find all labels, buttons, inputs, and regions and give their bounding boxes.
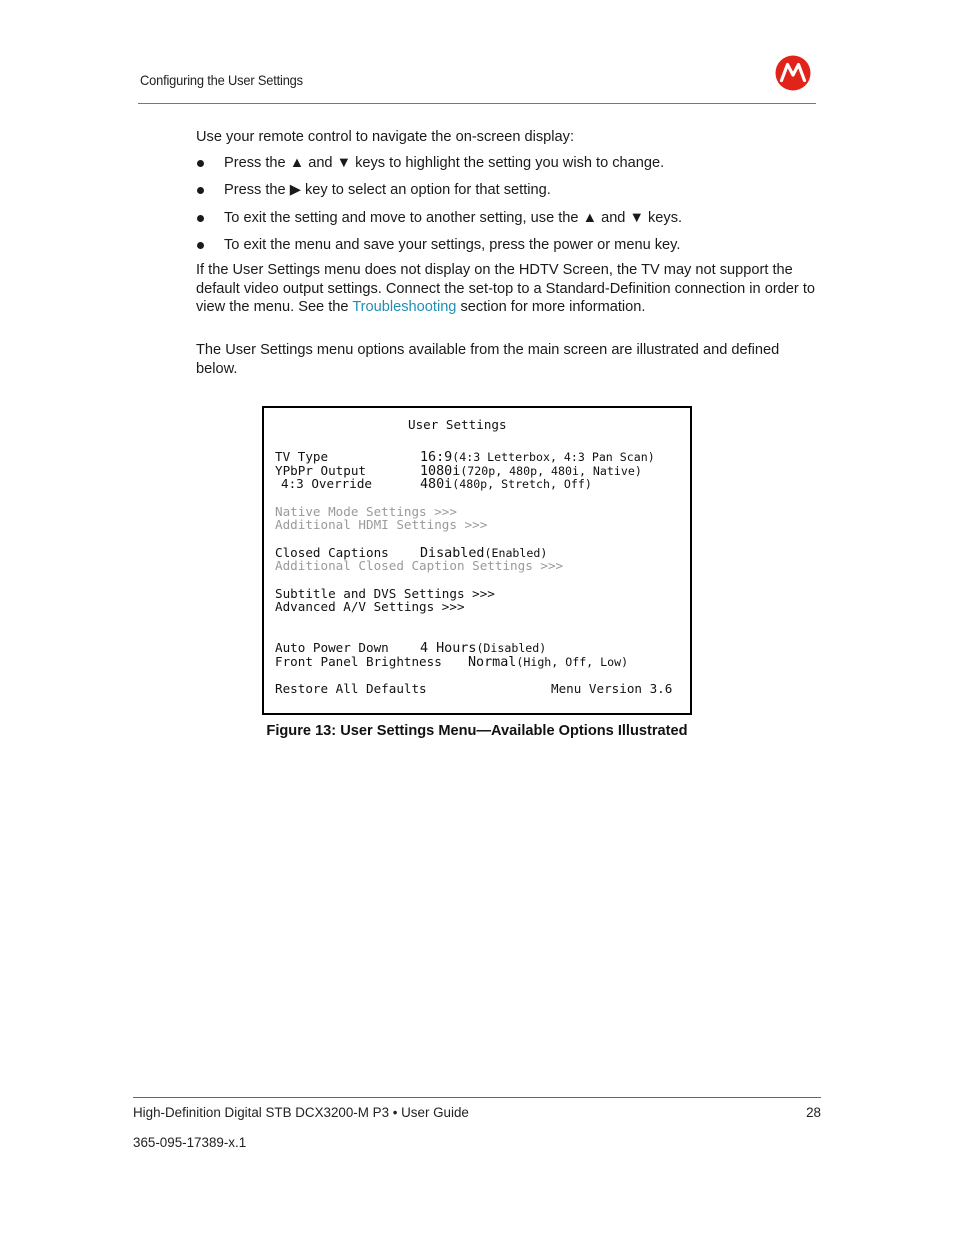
menu-override-row-value	[420, 477, 592, 492]
menu-tv-type-value: 16:9	[420, 450, 453, 465]
bullet-icon	[197, 160, 204, 167]
menu-tv-type-row-value	[420, 450, 655, 465]
menu-front-panel-row-value	[468, 655, 628, 670]
bullet-icon	[197, 215, 204, 222]
list-item: Press the ▶ key to select an option for that setting.	[196, 181, 816, 208]
bullet-icon	[197, 242, 204, 249]
document-number: 365-095-17389-x.1	[133, 1135, 247, 1150]
menu-auto-power-value: 4 Hours	[420, 641, 477, 656]
list-item: To exit the menu and save your settings, press the power or menu key.	[196, 236, 816, 263]
menu-ypbpr-label: YPbPr Output	[275, 463, 366, 478]
menu-auto-power-down-label: Auto Power Down	[275, 640, 389, 655]
troubleshooting-link[interactable]: Troubleshooting	[352, 299, 457, 315]
menu-restore-all-defaults: Restore All Defaults	[275, 681, 427, 696]
troubleshooting-paragraph: If the User Settings menu does not display on the HDTV Screen, the TV may not support the default video output settings. Connect the set-top to a Standard-Definition connection in order to view the menu. See the Troubleshooting section for more information.	[196, 262, 816, 315]
list-item: To exit the setting and move to another setting, use the ▲ and ▼ keys.	[196, 209, 816, 236]
menu-auto-power-options: (Disabled)	[476, 641, 547, 655]
menu-native-mode-settings: Native Mode Settings >>>	[275, 504, 457, 519]
menu-override-label: 4:3 Override	[281, 476, 372, 491]
header-divider	[138, 103, 816, 104]
menu-closed-captions-options: (Enabled)	[484, 546, 548, 560]
menu-front-panel-options: (High, Off, Low)	[516, 655, 629, 669]
menu-front-panel-value: Normal	[468, 655, 517, 670]
menu-override-value: 480i	[420, 477, 453, 492]
motorola-logo-icon	[775, 55, 811, 91]
menu-additional-hdmi-settings: Additional HDMI Settings >>>	[275, 517, 488, 532]
page-number: 28	[806, 1105, 821, 1120]
menu-title: User Settings	[408, 417, 507, 432]
menu-additional-cc-settings: Additional Closed Caption Settings >>>	[275, 558, 564, 573]
menu-ypbpr-options: (720p, 480p, 480i, Native)	[460, 464, 642, 478]
header-title: Configuring the User Settings	[140, 72, 303, 88]
instruction-list	[196, 154, 816, 263]
menu-tv-type-label: TV Type	[275, 449, 329, 464]
user-settings-menu-figure	[262, 406, 692, 715]
menu-front-panel-label: Front Panel Brightness	[275, 654, 442, 669]
menu-closed-captions-value: Disabled	[420, 546, 485, 561]
footer-divider	[133, 1097, 821, 1098]
footer-guide-title: High-Definition Digital STB DCX3200-M P3 • User Guide	[133, 1105, 469, 1120]
menu-tv-type-options: (4:3 Letterbox, 4:3 Pan Scan)	[452, 450, 655, 464]
intro-text: Use your remote control to navigate the on-screen display:	[196, 129, 575, 145]
menu-subtitle-dvs-settings: Subtitle and DVS Settings >>>	[275, 586, 495, 601]
menu-version: Menu Version 3.6	[551, 681, 673, 696]
menu-override-options: (480p, Stretch, Off)	[452, 477, 592, 491]
menu-advanced-av-settings: Advanced A/V Settings >>>	[275, 599, 465, 614]
menu-description-paragraph: The User Settings menu options available from the main screen are illustrated and defined below.	[196, 342, 780, 377]
list-item: Press the ▲ and ▼ keys to highlight the setting you wish to change.	[196, 154, 816, 181]
menu-ypbpr-value: 1080i	[420, 464, 461, 479]
figure-caption: Figure 13: User Settings Menu—Available Options Illustrated	[266, 723, 688, 739]
menu-closed-captions-label: Closed Captions	[275, 545, 389, 560]
bullet-icon	[197, 187, 204, 194]
